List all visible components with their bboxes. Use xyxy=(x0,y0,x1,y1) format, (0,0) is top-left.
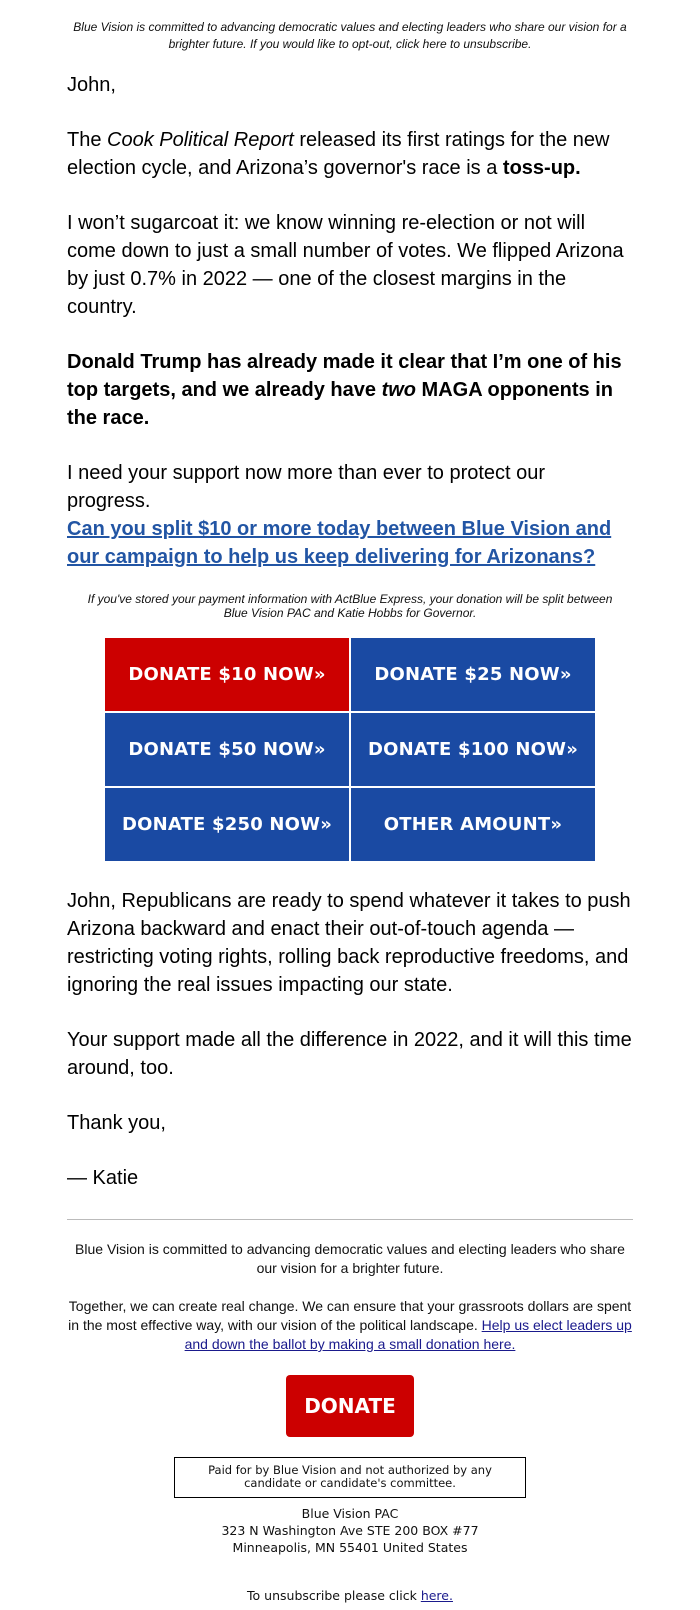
footer-donation-link[interactable]: Help us elect leaders up and down the ballot by making a small donation here. xyxy=(184,1317,632,1352)
greeting: John, xyxy=(67,74,116,96)
p4-text: I need your support now more than ever to protect our progress. xyxy=(67,462,546,512)
paragraph-support-ask xyxy=(67,459,633,571)
donate-100-button[interactable]: DONATE $100 NOW» xyxy=(351,713,595,786)
donate-button-grid xyxy=(105,638,595,861)
p1-text-after: released its first ratings for the new election cycle, and Arizona’s governor's race is a xyxy=(67,129,610,179)
p1-publication-title: Cook Political Report xyxy=(107,129,294,151)
paragraph-support-2022: Your support made all the difference in 2022, and it will this time around, too. xyxy=(67,1029,632,1079)
unsubscribe-line xyxy=(67,1587,633,1604)
actblue-payment-note: If you've stored your payment information with ActBlue Express, your donation will be split between Blue Vision PAC and Katie Hobbs for Governor. xyxy=(87,592,613,620)
footer-donate-wrap xyxy=(67,1375,633,1437)
p3-text-after: MAGA opponents in the race. xyxy=(67,379,614,429)
footer-mission: Blue Vision is committed to advancing democratic values and electing leaders who share our vision for a brighter future. xyxy=(75,1241,625,1276)
donate-25-button[interactable]: DONATE $25 NOW» xyxy=(351,638,595,711)
footer-together-text: Together, we can create real change. We can ensure that your grassroots dollars are spent in the most effective way, with our vision of the political landscape. xyxy=(68,1298,632,1333)
p1-text-before: The xyxy=(67,129,108,151)
mailing-address xyxy=(67,1505,633,1556)
donate-10-button[interactable]: DONATE $10 NOW» xyxy=(105,638,349,711)
p3-two: two xyxy=(381,379,416,401)
org-name: Blue Vision PAC xyxy=(301,1506,399,1521)
address-line-2: Minneapolis, MN 55401 United States xyxy=(232,1540,468,1555)
address-line-1: 323 N Washington Ave STE 200 BOX #77 xyxy=(221,1523,479,1538)
paragraph-cook-report xyxy=(67,126,633,182)
donate-50-button[interactable]: DONATE $50 NOW» xyxy=(105,713,349,786)
footer-together xyxy=(67,1297,633,1354)
p3-text-before: Donald Trump has already made it clear that I’m one of his top targets, and we already have xyxy=(67,351,622,401)
footer-donate-button[interactable]: DONATE xyxy=(286,1375,414,1437)
closing: Thank you, xyxy=(67,1112,166,1134)
unsubscribe-text: To unsubscribe please click xyxy=(247,1588,421,1603)
email-body xyxy=(67,0,633,1604)
header-optout-note[interactable]: Blue Vision is committed to advancing democratic values and electing leaders who share our vision for a brighter future. If you would like to opt-out, click here to unsubscribe. xyxy=(73,20,627,51)
paid-for-disclaimer: Paid for by Blue Vision and not authorized by any candidate or candidate's committee. xyxy=(174,1457,526,1498)
paragraph-republicans: John, Republicans are ready to spend whatever it takes to push Arizona backward and enact their out-of-touch agenda — restricting voting rights, rolling back reproductive freedoms, and ignoring the real issues impacting our state. xyxy=(67,890,631,996)
footer-divider xyxy=(67,1219,633,1220)
p1-toss-up: toss-up. xyxy=(502,157,581,179)
paragraph-trump-targets xyxy=(67,348,633,432)
other-amount-button[interactable]: OTHER AMOUNT» xyxy=(351,788,595,861)
paragraph-sugarcoat: I won’t sugarcoat it: we know winning re-election or not will come down to just a small number of votes. We flipped Arizona by just 0.7% in 2022 — one of the closest margins in the country. xyxy=(67,212,624,318)
donate-250-button[interactable]: DONATE $250 NOW» xyxy=(105,788,349,861)
split-donation-link[interactable]: Can you split $10 or more today between Blue Vision and our campaign to help us keep delivering for Arizonans? xyxy=(67,518,612,568)
signature: — Katie xyxy=(67,1167,139,1189)
unsubscribe-link[interactable]: here. xyxy=(420,1588,453,1603)
